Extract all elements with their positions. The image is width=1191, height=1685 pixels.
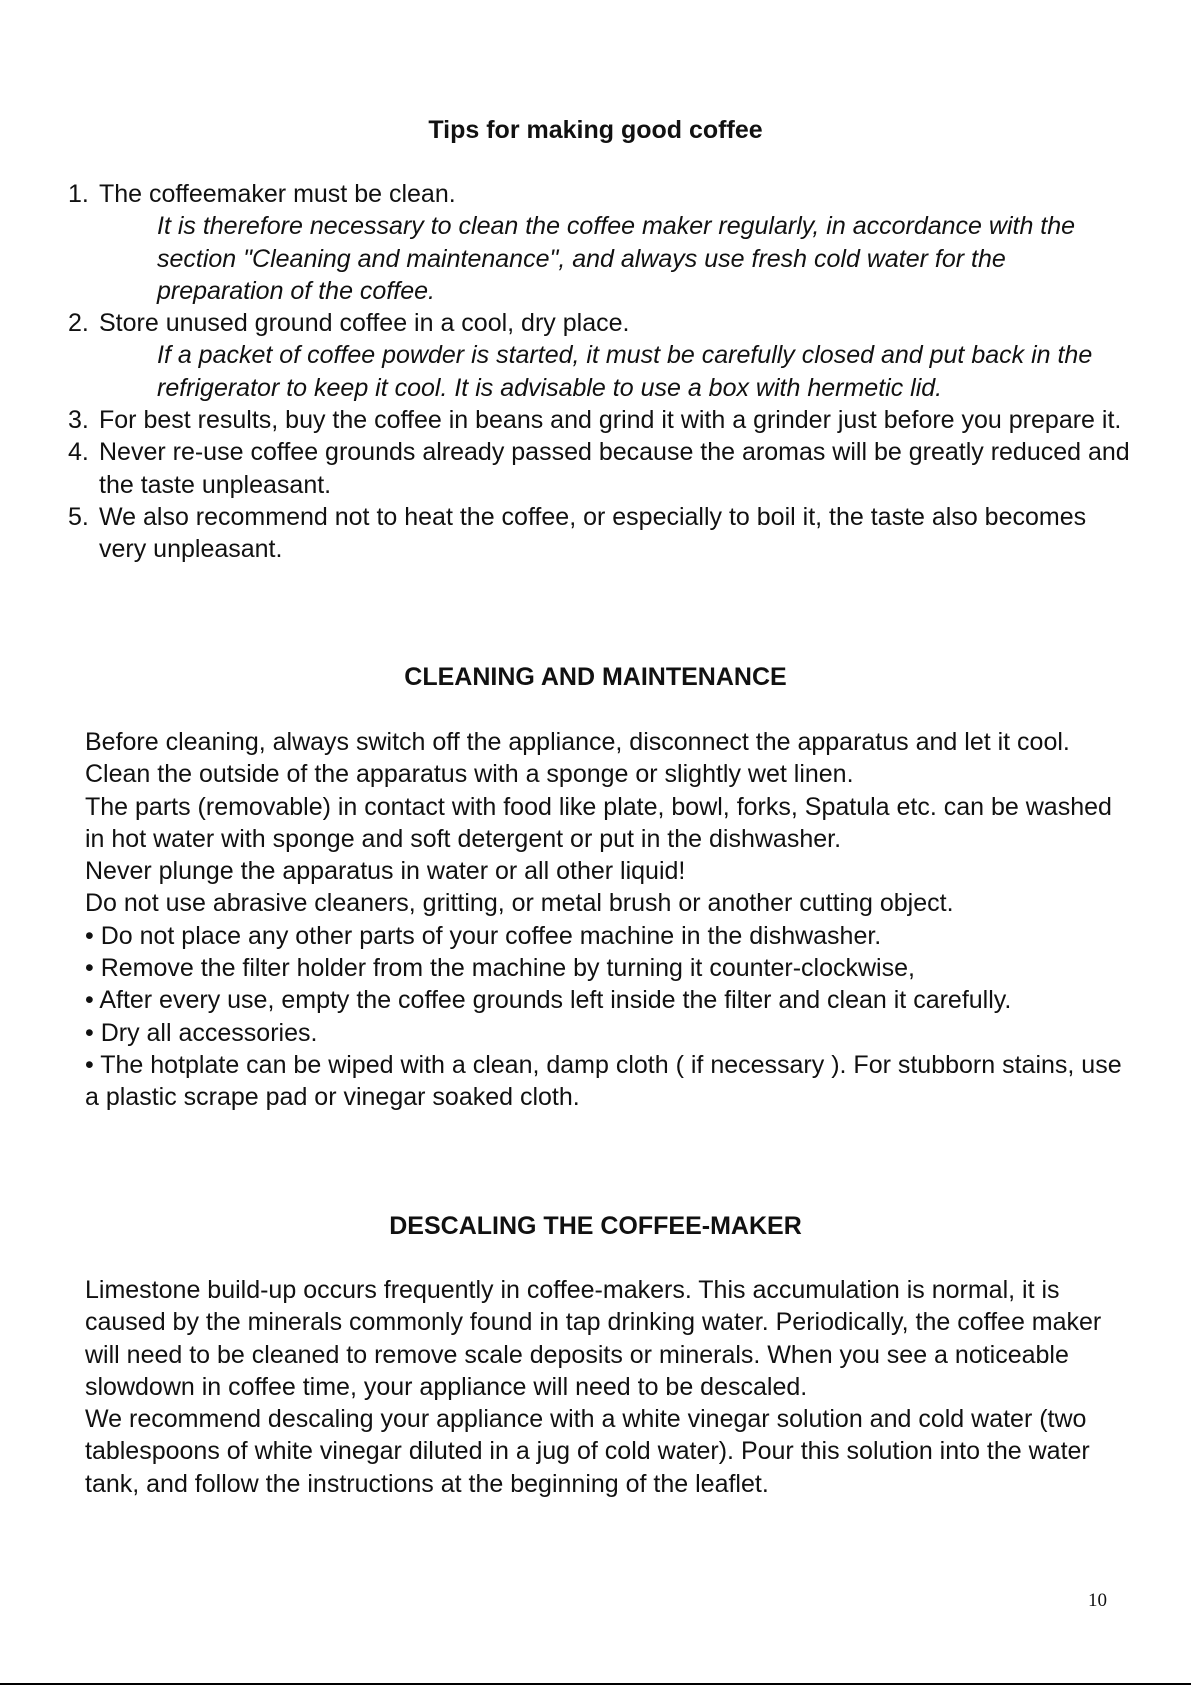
bullet-item: • The hotplate can be wiped with a clean, damp cloth ( if necessary ). For stubborn stains, use a plastic scrape pad or vinegar soaked cloth.: [85, 1050, 1122, 1112]
item-text: Never re-use coffee grounds already passed because the aromas will be greatly reduced and the taste unpleasant.: [99, 438, 1130, 499]
item-text: We also recommend not to heat the coffee, or especially to boil it, the taste also becomes very unpleasant.: [99, 502, 1087, 564]
list-item: [68, 178, 1138, 307]
item-number: 3.: [68, 406, 89, 435]
item-text: The coffeemaker must be clean.: [99, 180, 456, 208]
item-number: 1.: [68, 180, 89, 208]
tips-heading: Tips for making good coffee: [428, 116, 763, 144]
descaling-heading: DESCALING THE COFFEE-MAKER: [389, 1212, 802, 1240]
list-item: [68, 501, 1138, 566]
paragraph: Never plunge the apparatus in water or all other liquid!: [85, 857, 686, 886]
item-number: 2.: [68, 309, 89, 338]
paragraph: Limestone build-up occurs frequently in coffee-makers. This accumulation is normal, it is caused by the minerals commonly found in tap drinking water. Periodically, the coffee maker will need to be cleaned to remove scale deposits or minerals. When you see a noticeable slowdown in coffee time, your appliance will need to be descaled.: [85, 1276, 1102, 1401]
list-item: [68, 404, 1138, 436]
item-text: For best results, buy the coffee in beans and grind it with a grinder just before you prepare it.: [99, 406, 1122, 435]
paragraph: Before cleaning, always switch off the appliance, disconnect the apparatus and let it cool.: [85, 728, 1070, 756]
tips-list: [68, 178, 1138, 566]
item-text: Store unused ground coffee in a cool, dry place.: [99, 309, 630, 338]
paragraph: We recommend descaling your appliance with a white vinegar solution and cold water (two tablespoons of white vinegar diluted in a jug of cold water). Pour this solution into the water tank, and follow the instructions at the beginning of the leaflet.: [85, 1405, 1090, 1498]
list-item: [68, 307, 1138, 404]
cleaning-heading: CLEANING AND MAINTENANCE: [404, 663, 787, 691]
item-note: It is therefore necessary to clean the coffee maker regularly, in accordance with the section "Cleaning and maintenance", and always use fresh cold water for the preparation of the coffee.: [157, 212, 1076, 305]
paragraph: Do not use abrasive cleaners, gritting, or metal brush or another cutting object.: [85, 889, 954, 918]
paragraph: The parts (removable) in contact with food like plate, bowl, forks, Spatula etc. can be washed in hot water with sponge and soft detergent or put in the dishwasher.: [85, 792, 1112, 853]
item-note: If a packet of coffee powder is started, it must be carefully closed and put back in the refrigerator to keep it cool. It is advisable to use a box with hermetic lid.: [157, 341, 1093, 402]
item-number: 4.: [68, 438, 89, 467]
list-item: [68, 436, 1138, 501]
bullet-item: • Remove the filter holder from the machine by turning it counter-clockwise,: [85, 954, 915, 983]
bullet-item: • Dry all accessories.: [85, 1018, 318, 1047]
page-number: 10: [1088, 1590, 1107, 1611]
cleaning-section: [85, 726, 1135, 1114]
paragraph: Clean the outside of the apparatus with a sponge or slightly wet linen.: [85, 760, 854, 789]
bullet-item: • After every use, empty the coffee grounds left inside the filter and clean it carefully.: [85, 986, 1012, 1015]
bullet-item: • Do not place any other parts of your coffee machine in the dishwasher.: [85, 921, 882, 950]
descaling-section: [85, 1274, 1135, 1500]
item-number: 5.: [68, 502, 89, 531]
